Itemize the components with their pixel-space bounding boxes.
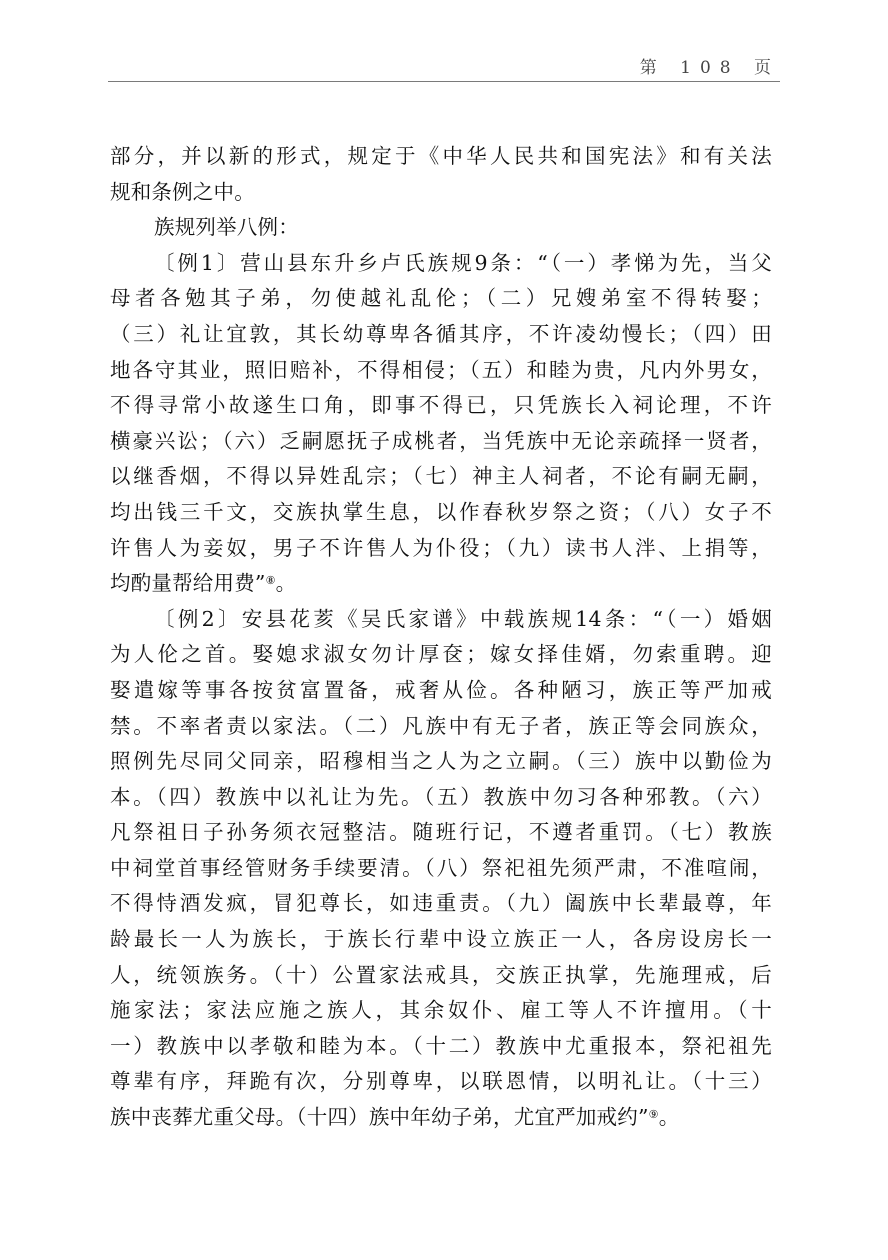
paragraph bbox=[110, 210, 772, 246]
page-number: 第 108 页 bbox=[639, 57, 780, 78]
text-line bbox=[110, 673, 772, 709]
text-line bbox=[110, 210, 772, 246]
line-text: 为人伦之首。娶媳求淑女勿计厚奁；嫁女择佳婿，勿索重聘。迎 bbox=[110, 642, 772, 667]
paragraph bbox=[110, 602, 772, 1136]
text-line bbox=[110, 886, 772, 922]
line-text: 母者各勉其子弟，勿使越礼乱伦；（二）兄嫂弟室不得转娶； bbox=[110, 286, 772, 311]
text-line bbox=[110, 1064, 772, 1100]
line-text: 〔例1〕营山县东升乡卢氏族规9条：“（一）孝悌为先，当父 bbox=[154, 250, 772, 275]
text-line bbox=[110, 815, 772, 851]
line-text: 禁。不率者责以家法。（二）凡族中有无子者，族正等会同族众， bbox=[110, 713, 772, 738]
text-line bbox=[110, 139, 772, 175]
line-text: 许售人为妾奴，男子不许售人为仆役；（九）读书人泮、上捐等， bbox=[110, 535, 772, 560]
footnote-marker: ⑨ bbox=[648, 1108, 659, 1122]
line-text: 本。（四）教族中以礼让为先。（五）教族中勿习各种邪教。（六） bbox=[110, 784, 772, 809]
text-line bbox=[110, 281, 772, 317]
text-line bbox=[110, 175, 772, 211]
text-line bbox=[110, 851, 772, 887]
text-line bbox=[110, 246, 772, 282]
line-text: 族规列举八例： bbox=[154, 215, 299, 240]
line-text: 均出钱三千文，交族执掌生息，以作春秋岁祭之资；（八）女子不 bbox=[110, 499, 772, 524]
text-line bbox=[110, 424, 772, 460]
line-text: 人，统领族务。（十）公置家法戒具，交族正执掌，先施理戒，后 bbox=[110, 962, 772, 987]
line-text: 均酌量帮给用费” bbox=[110, 571, 266, 596]
text-line bbox=[110, 958, 772, 994]
line-text: 部分，并以新的形式，规定于《中华人民共和国宪法》和有关法 bbox=[110, 144, 772, 168]
text-line bbox=[110, 744, 772, 780]
line-text: 龄最长一人为族长，于族长行辈中设立族正一人，各房设房长一 bbox=[110, 927, 772, 952]
line-text: 以继香烟，不得以异姓乱宗；（七）神主人祠者，不论有嗣无嗣， bbox=[110, 464, 772, 489]
line-text: 不得寻常小故遂生口角，即事不得已，只凭族长入祠论理，不许 bbox=[110, 393, 772, 418]
line-text: 不得恃酒发疯，冒犯尊长，如违重责。（九）阖族中长辈最尊，年 bbox=[110, 891, 772, 916]
line-text: 一）教族中以孝敬和睦为本。（十二）教族中尤重报本，祭祀祖先 bbox=[110, 1033, 772, 1058]
page-header bbox=[108, 52, 780, 78]
text-line bbox=[110, 1029, 772, 1065]
text-line bbox=[110, 495, 772, 531]
paragraph bbox=[110, 246, 772, 602]
paragraph bbox=[110, 139, 772, 210]
text-line bbox=[110, 922, 772, 958]
line-text: 地各守其业，照旧赔补，不得相侵；（五）和睦为贵，凡内外男女， bbox=[110, 357, 772, 382]
body-text bbox=[110, 139, 772, 1136]
line-text: 横豪兴讼；（六）乏嗣愿抚子成桃者，当凭族中无论亲疏择一贤者， bbox=[110, 428, 772, 453]
text-line bbox=[110, 602, 772, 638]
text-line bbox=[110, 388, 772, 424]
text-line bbox=[110, 317, 772, 353]
line-text: 凡祭祖日子孙务须衣冠整洁。随班行记，不遵者重罚。（七）教族 bbox=[110, 820, 772, 845]
text-line bbox=[110, 531, 772, 567]
line-text: 娶遣嫁等事各按贫富置备，戒奢从俭。各种陋习，族正等严加戒 bbox=[110, 677, 772, 702]
text-line bbox=[110, 709, 772, 745]
text-line bbox=[110, 993, 772, 1029]
text-line bbox=[110, 353, 772, 389]
line-text: 〔例2〕安县花荄《吴氏家谱》中载族规14条：“（一）婚姻 bbox=[154, 606, 772, 631]
line-text: 中祠堂首事经管财务手续要清。（八）祭祀祖先须严肃，不准喧闹， bbox=[110, 855, 772, 880]
text-line bbox=[110, 1100, 772, 1136]
footnote-marker: ⑧ bbox=[265, 574, 276, 588]
line-text: （三）礼让宜敦，其长幼尊卑各循其序，不许凌幼慢长；（四）田 bbox=[110, 321, 772, 346]
sentence-end: 。 bbox=[658, 1105, 680, 1130]
line-text: 规和条例之中。 bbox=[110, 179, 255, 204]
line-text: 照例先尽同父同亲，昭穆相当之人为之立嗣。（三）族中以勤俭为 bbox=[110, 749, 772, 774]
line-text: 施家法；家法应施之族人，其余奴仆、雇工等人不许擅用。（十 bbox=[110, 998, 772, 1023]
sentence-end: 。 bbox=[275, 571, 297, 596]
text-line bbox=[110, 780, 772, 816]
text-line bbox=[110, 459, 772, 495]
line-text: 尊辈有序，拜跪有次，分别尊卑，以联恩情，以明礼让。（十三） bbox=[110, 1069, 772, 1094]
text-line bbox=[110, 566, 772, 602]
text-line bbox=[110, 637, 772, 673]
line-text: 族中丧葬尤重父母。（十四）族中年幼子弟，尤宜严加戒约” bbox=[110, 1105, 649, 1130]
header-rule bbox=[108, 81, 780, 82]
